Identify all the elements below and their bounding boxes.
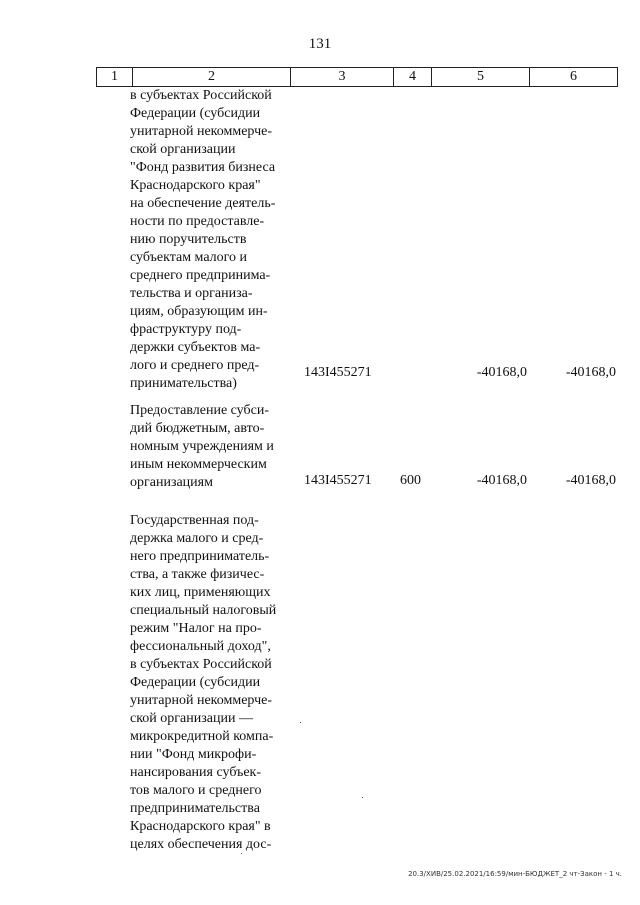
row-description: Государственная под- держка малого и сред- него предприниматель- ства, а также физичес- ких лиц, применяющих специальный налоговый режим "Налог на про- фессиональный доход", в субъектах Российской Федерации (субсидии унитарной некоммерче- ской организации — микрокредитной компа- нии "Фонд микрофи- нансирования субъек- тов малого и среднего предпринимательства Краснодарского края" в целях обеспечения дос- — [130, 513, 277, 852]
row-col5: -40168,0 — [476, 473, 527, 488]
header-col-5: 5 — [431, 68, 529, 86]
page-number: 131 — [308, 36, 332, 52]
row-code: 143I455271 — [304, 473, 372, 488]
row-vr: 600 — [400, 473, 421, 488]
header-col-4: 4 — [393, 68, 431, 86]
table-header — [96, 67, 618, 87]
header-col-3: 3 — [290, 68, 393, 86]
row-col6: -40168,0 — [565, 473, 616, 488]
scan-speck — [241, 853, 242, 854]
scan-speck — [300, 722, 301, 723]
row-col6: -40168,0 — [565, 365, 616, 380]
footer-stamp: 20.3/ХИВ/25.02.2021/16:59/мин-БЮДЖЕТ_2 чт-Закон - 1 ч. — [408, 870, 622, 878]
header-col-2: 2 — [132, 68, 290, 86]
row-code: 143I455271 — [304, 365, 372, 380]
header-col-6: 6 — [529, 68, 617, 86]
header-col-1: 1 — [111, 69, 118, 84]
scan-speck — [362, 797, 363, 798]
row-description: Предоставление субси- дий бюджетным, авто- номным учреждениям и иным некоммерческим организациям — [130, 403, 274, 490]
row-description: в субъектах Российской Федерации (субсидии унитарной некоммерче- ской организации "Фонд развития бизнеса Краснодарского края" на обеспечение деятель- ности по предоставле- нию поручительств субъектам малого и среднего предпринима- тельства и организа- циям, образующим ин- фраструктуру под- держки субъектов ма- лого и среднего пред- принимательства) — [130, 88, 276, 391]
row-col5: -40168,0 — [476, 365, 527, 380]
